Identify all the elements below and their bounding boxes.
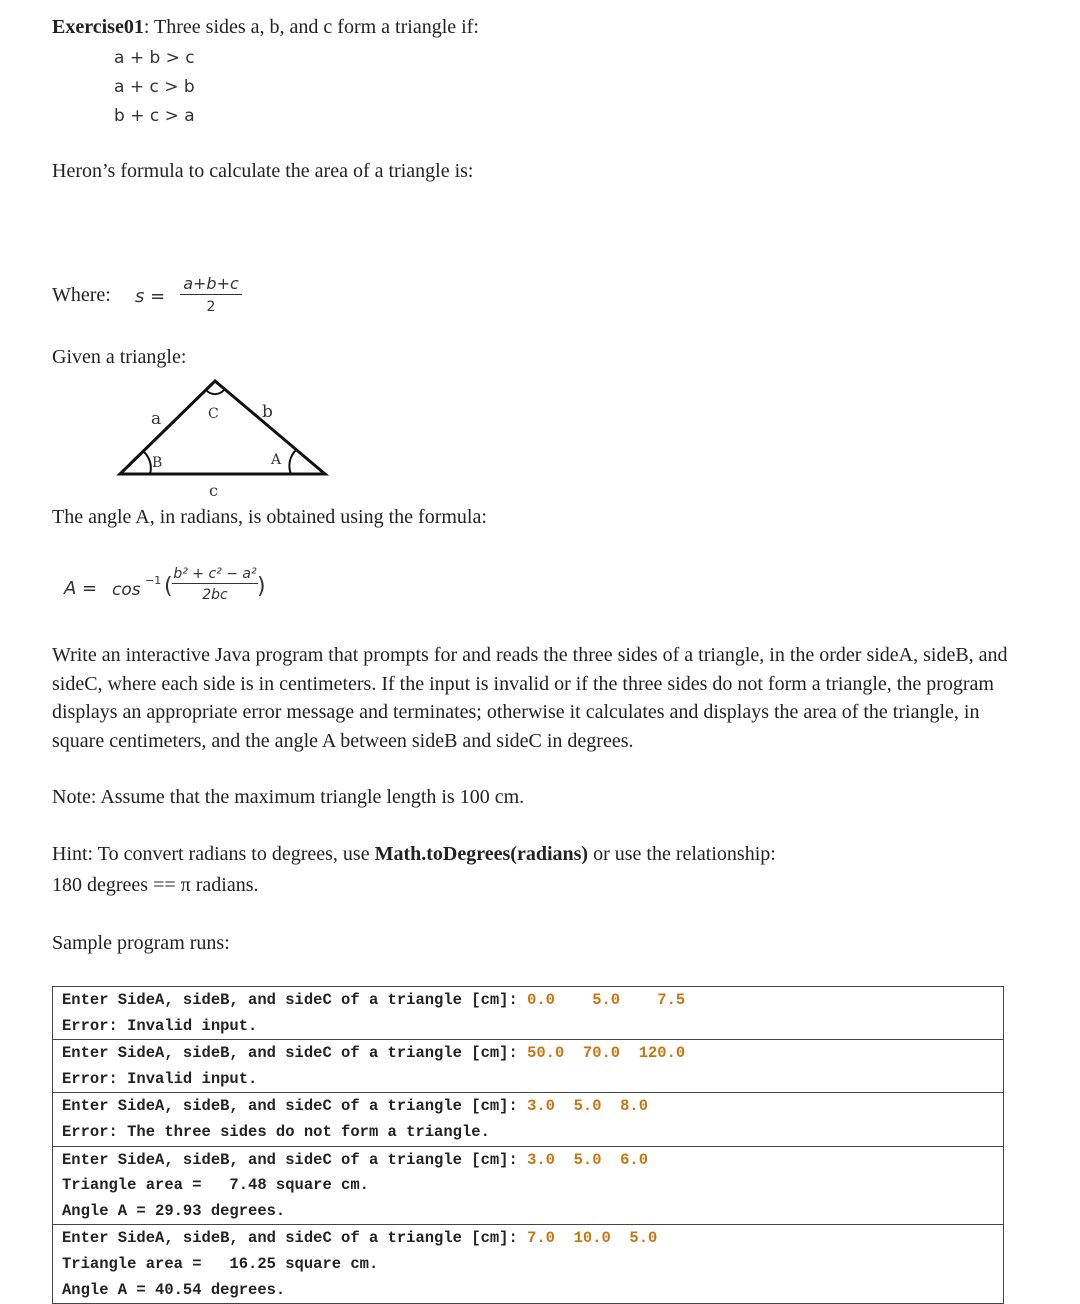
s-numerator: a+b+c [180, 274, 242, 295]
user-input: 0.0 5.0 7.5 [527, 991, 686, 1009]
output-line: Error: The three sides do not form a triangle. [62, 1122, 490, 1141]
output-line: Error: Invalid input. [62, 1069, 258, 1088]
exercise-intro: : Three sides a, b, and c form a triangle if: [143, 16, 479, 38]
output-line: Triangle area = 16.25 square cm. [62, 1254, 379, 1273]
angle-b-label: B [152, 455, 163, 471]
sample-run [53, 1147, 1003, 1226]
prompt-text: Enter SideA, sideB, and sideC of a triangle [cm]: [62, 1044, 528, 1063]
left-paren: ( [164, 574, 173, 599]
angle-a-label: A [271, 452, 282, 468]
s-lhs: s = [135, 286, 166, 307]
hint-prefix: Hint: To convert radians to degrees, use [52, 843, 375, 865]
angle-numerator: b² + c² − a² [173, 566, 257, 582]
prompt-text: Enter SideA, sideB, and sideC of a triangle [cm]: [62, 1150, 528, 1169]
condition-2: a + c > b [114, 77, 195, 97]
user-input: 3.0 5.0 8.0 [527, 1097, 648, 1116]
side-b-label: b [262, 402, 273, 422]
angle-a-arc [289, 450, 296, 474]
sample-run [53, 1040, 1003, 1093]
user-input: 3.0 5.0 6.0 [527, 1150, 648, 1169]
sample-run [53, 1093, 1003, 1146]
hint-line-1 [52, 843, 776, 866]
output-line: Triangle area = 7.48 square cm. [62, 1176, 369, 1195]
side-c-label: c [209, 481, 218, 500]
angle-denominator: 2bc [202, 587, 228, 603]
prompt-text: Enter SideA, sideB, and sideC of a triangle [cm]: [62, 1097, 528, 1116]
sample-run [53, 987, 1003, 1040]
sample-heading: Sample program runs: [52, 932, 230, 954]
user-input: 50.0 70.0 120.0 [527, 1044, 686, 1063]
angle-c-arc [206, 390, 224, 394]
output-line: Error: Invalid input. [62, 1016, 258, 1035]
prompt-line [62, 1226, 1003, 1252]
given-text: Given a triangle: [52, 346, 187, 368]
problem-description: Write an interactive Java program that prompts for and reads the three sides of a triangle, in the order sideA, sideB, and sideC, where each side is in centimeters. If the input is invalid or if the three sides do not form a triangle, the program displays an appropriate error message and terminates; otherwise it calculates and displays the area of the triangle, in square centimeters, and the angle A between sideB and sideC in degrees. [52, 644, 1008, 752]
hint-line-2: 180 degrees == π radians. [52, 874, 259, 896]
user-input: 7.0 10.0 5.0 [527, 1229, 658, 1248]
angle-text: The angle A, in radians, is obtained using the formula: [52, 506, 487, 528]
heron-text: Heron’s formula to calculate the area of a triangle is: [52, 160, 474, 182]
right-paren: ) [257, 574, 266, 599]
where-label: Where: [52, 284, 111, 306]
exercise-label: Exercise01 [52, 16, 144, 38]
side-a-label: a [151, 409, 162, 429]
s-fraction [180, 274, 242, 315]
note-text: Note: Assume that the maximum triangle length is 100 cm. [52, 786, 525, 808]
prompt-line [62, 1094, 1003, 1120]
prompt-line [62, 988, 1003, 1014]
sample-runs-table [52, 986, 1004, 1304]
sample-run [53, 1225, 1003, 1304]
exercise-heading [52, 16, 479, 39]
angle-func: cos [112, 580, 141, 600]
triangle-diagram [110, 372, 340, 500]
condition-3: b + c > a [114, 106, 195, 126]
hint-method: Math.toDegrees(radians) [374, 843, 589, 865]
prompt-line [62, 1041, 1003, 1067]
angle-fraction [172, 566, 258, 603]
prompt-line [62, 1148, 1003, 1174]
s-denominator: 2 [206, 299, 216, 315]
prompt-text: Enter SideA, sideB, and sideC of a triangle [cm]: [62, 991, 528, 1009]
prompt-text: Enter SideA, sideB, and sideC of a triangle [cm]: [62, 1229, 528, 1248]
output-line: Angle A = 40.54 degrees. [62, 1280, 286, 1299]
angle-exponent: −1 [145, 574, 162, 587]
angle-c-label: C [208, 406, 219, 422]
angle-b-arc [144, 452, 151, 474]
output-line: Angle A = 29.93 degrees. [62, 1201, 286, 1220]
condition-1: a + b > c [114, 48, 195, 68]
angle-lhs: A = [64, 578, 98, 599]
hint-suffix: or use the relationship: [588, 843, 776, 865]
